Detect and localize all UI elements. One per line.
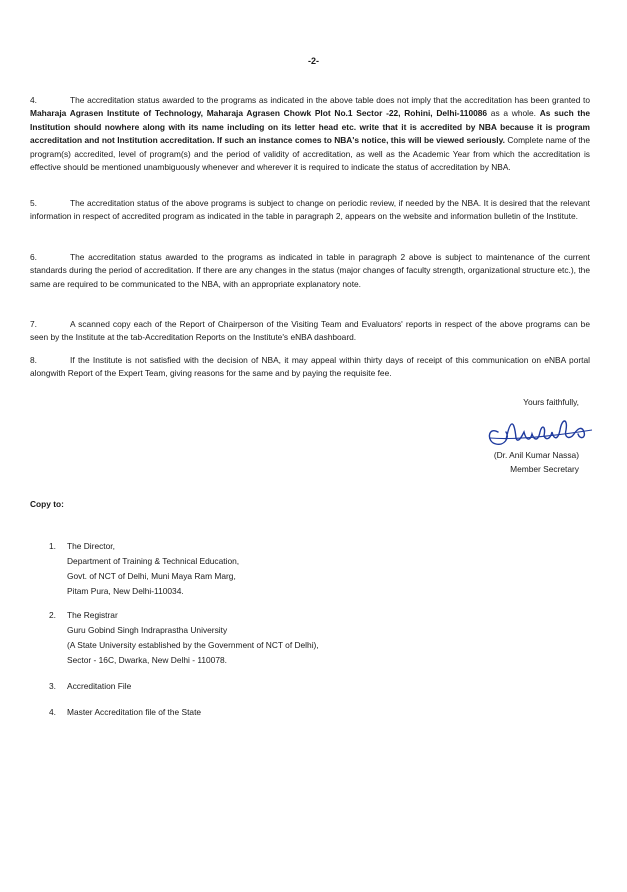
- page-number: -2-: [308, 56, 319, 66]
- paragraph-number: 7.: [30, 319, 37, 329]
- signature: [484, 410, 598, 452]
- paragraph-text: as a whole.: [487, 108, 540, 119]
- recipient-item: [49, 539, 239, 599]
- bold-text: Maharaja Agrasen Institute of Technology, Maharaja Agrasen Chowk Plot No.1 Sector -22, Rohini, Delhi-110086: [30, 108, 488, 119]
- recipient-number: 2.: [49, 610, 56, 620]
- paragraph-text: Complete name of the program(s) accredited, level of program(s) and the period of validity of accreditation, as well as the Academic Year from which the accreditation is effective should be mentioned unambiguously whenever and wherever it is required to indicate the status of accreditation by NBA.: [30, 135, 590, 173]
- recipient-line: 2. The Registrar: [49, 608, 319, 623]
- paragraph-text: If the Institute is not satisfied with the decision of NBA, it may appeal within thirty days of receipt of this communication on eNBA portal alongwith Report of the Expert Team, giving reasons for the same and by paying the requisite fee.: [30, 355, 590, 379]
- recipient-line: Guru Gobind Singh Indraprastha University: [67, 625, 228, 635]
- paragraph-number: 5.: [30, 198, 37, 208]
- paragraph-number: 4.: [30, 95, 37, 105]
- recipient-line: 4. Master Accreditation file of the State: [49, 705, 201, 720]
- recipient-line: Govt. of NCT of Delhi, Muni Maya Ram Marg,: [67, 571, 236, 581]
- paragraph: [30, 197, 590, 224]
- paragraph-number: 6.: [30, 252, 37, 262]
- paragraph: [30, 354, 590, 381]
- signatory-title: Member Secretary: [510, 464, 579, 474]
- recipient-line: Department of Training & Technical Education,: [67, 556, 240, 566]
- recipient-item: [49, 608, 319, 668]
- bold-text: As such the Institution should nowhere along with its name including on its letter head etc. write that it is accredited by NBA because it is program accreditation and not Institution accreditation. If such an instance comes to NBA's notice, this will be viewed seriously.: [30, 108, 590, 146]
- recipient-number: 3.: [49, 681, 56, 691]
- recipient-item: [49, 705, 201, 720]
- paragraph-text: A scanned copy each of the Report of Chairperson of the Visiting Team and Evaluators' reports in respect of the above programs can be seen by the Institute at the tab-Accreditation Reports on the Institute's eNBA dashboard.: [30, 319, 590, 343]
- paragraph-text: The accreditation status awarded to the programs as indicated in table in paragraph 2 above is subject to maintenance of the current standards during the period of accreditation. If there are any changes in the status (major changes of faculty strength, organizational structure etc.), the same are required to be communicated to the NBA, with an appropriate explanatory note.: [30, 252, 590, 289]
- recipient-line: Sector - 16C, Dwarka, New Delhi - 110078.: [67, 655, 227, 665]
- closing: Yours faithfully,: [523, 397, 579, 407]
- recipient-number: 4.: [49, 707, 56, 717]
- copy-to-label: Copy to:: [30, 499, 64, 509]
- paragraph-text: The accreditation status awarded to the programs as indicated in the above table does not imply that the accreditation has been granted to: [70, 95, 590, 105]
- recipient-item: [49, 679, 131, 694]
- paragraph-text: The accreditation status of the above programs is subject to change on periodic review, if needed by the NBA. It is desired that the relevant information in respect of accredited program as indicated in the table in paragraph 2, appears on the website and information bulletin of the Institute.: [30, 198, 590, 222]
- paragraph: [30, 251, 590, 291]
- recipient-number: 1.: [49, 541, 56, 551]
- recipient-line: 1. The Director,: [49, 539, 239, 554]
- recipient-line: (A State University established by the Government of NCT of Delhi),: [67, 640, 319, 650]
- paragraph-number: 8.: [30, 355, 37, 365]
- signatory-name: (Dr. Anil Kumar Nassa): [493, 450, 579, 460]
- paragraph: [30, 94, 590, 174]
- recipient-line: Pitam Pura, New Delhi-110034.: [67, 586, 184, 596]
- recipient-line: 3. Accreditation File: [49, 679, 131, 694]
- paragraph: [30, 318, 590, 345]
